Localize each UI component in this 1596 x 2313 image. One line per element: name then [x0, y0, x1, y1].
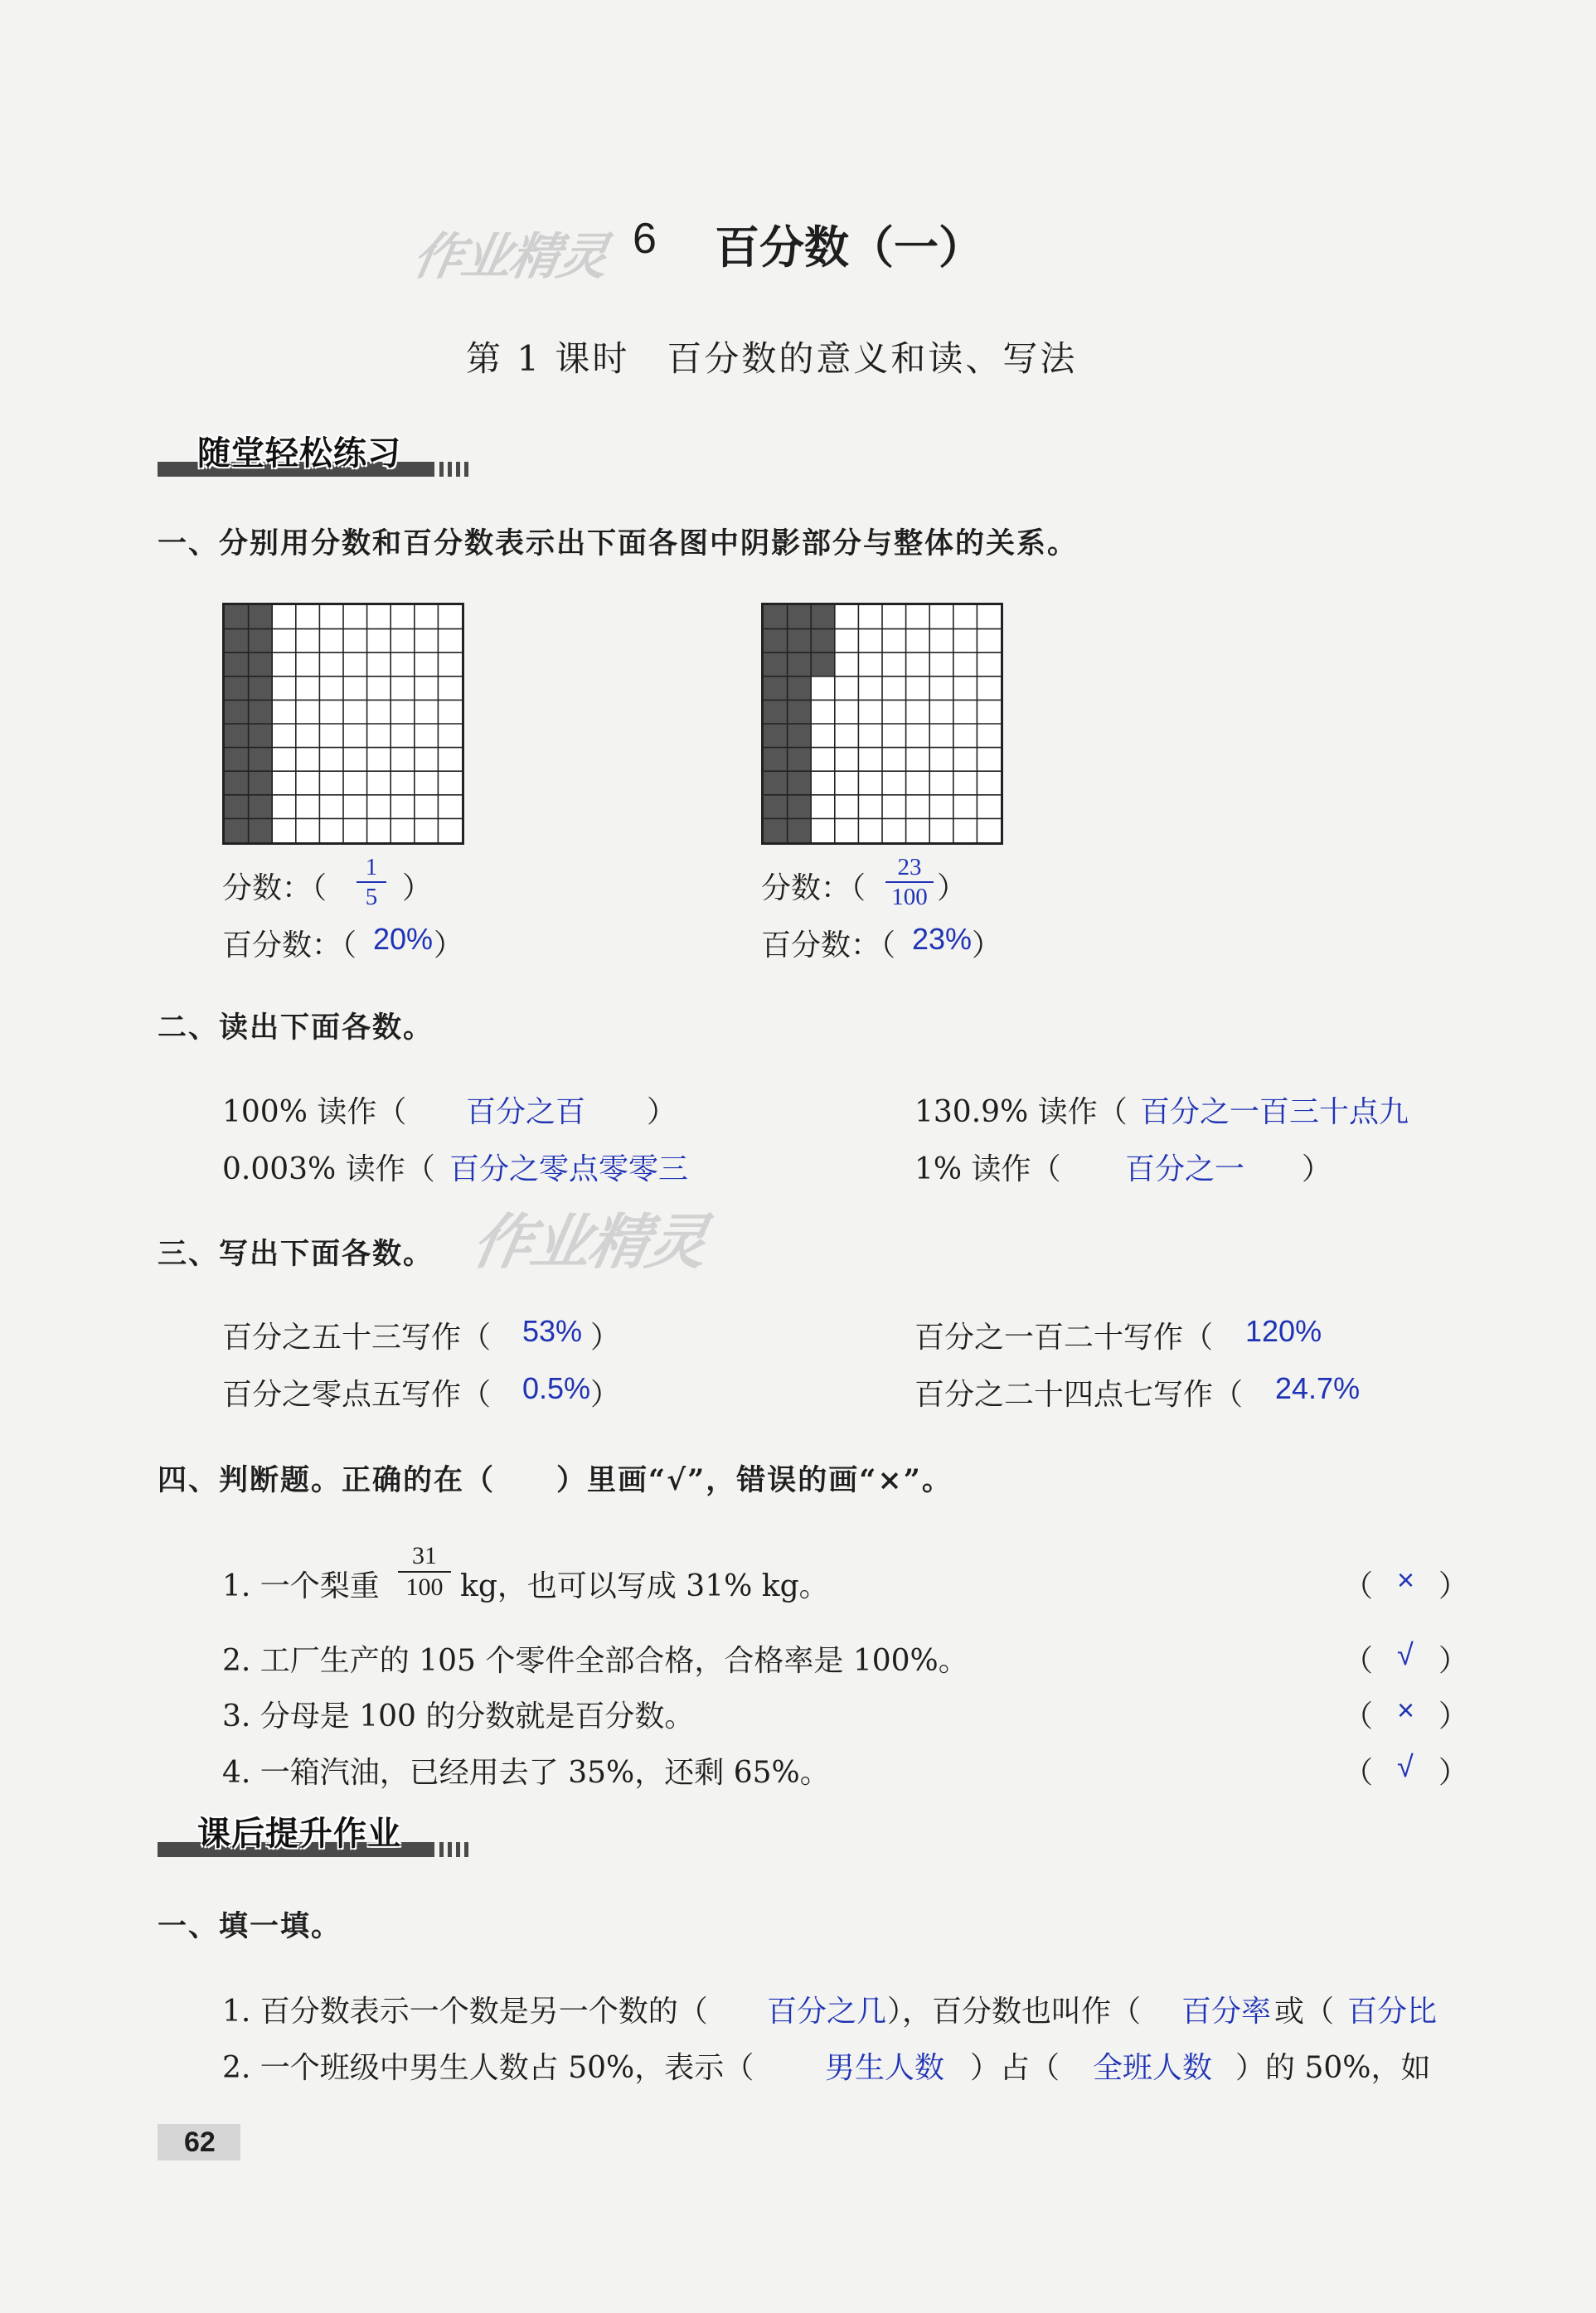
- banner-homework: [158, 1807, 473, 1864]
- judge-1-open: （: [1343, 1569, 1374, 1603]
- banner2-label: 课后提升作业: [197, 1815, 401, 1853]
- fraction-label-1: 分数：（: [222, 871, 327, 905]
- fill-1-mid2: 或（: [1274, 1995, 1335, 2029]
- read-prompt-2: 130.9% 读作（: [914, 1095, 1128, 1129]
- fill-1-prefix: 1. 百分数表示一个数是另一个数的（: [222, 1995, 708, 2029]
- header-watermark: 作业精灵: [408, 228, 612, 286]
- judge-1-mark: ×: [1397, 1563, 1415, 1597]
- write-answer-2: 120%: [1245, 1314, 1322, 1348]
- shaded-cell: [249, 795, 273, 819]
- banner-stripes: [439, 462, 473, 477]
- shaded-cell: [249, 771, 273, 795]
- percent-answer-2: 23%: [912, 922, 973, 956]
- grid-1-svg: [225, 605, 462, 842]
- fraction-1-numerator: 1: [365, 854, 378, 880]
- shaded-cell: [249, 605, 273, 629]
- shaded-cell: [788, 795, 812, 819]
- fraction-1-bar: [357, 881, 386, 883]
- write-close-3: ）: [590, 1378, 621, 1412]
- judge-3-open: （: [1343, 1700, 1374, 1734]
- chapter-number: 6: [633, 215, 657, 263]
- fraction-close-2: ）: [937, 871, 968, 905]
- read-prompt-1: 100% 读作（: [222, 1095, 407, 1129]
- hundred-grid-2: [761, 603, 1003, 845]
- percent-label-2: 百分数：（: [761, 929, 896, 963]
- shaded-cell: [225, 629, 249, 653]
- section1-title: 一、分别用分数和百分数表示出下面各图中阴影部分与整体的关系。: [158, 526, 1079, 560]
- shaded-cell: [225, 605, 249, 629]
- read-close-4: ）: [1302, 1152, 1332, 1186]
- lesson-title: 第 1 课时 百分数的意义和读、写法: [466, 338, 1078, 379]
- shaded-cell: [764, 724, 788, 748]
- banner-practice: [158, 427, 473, 483]
- shaded-cell: [225, 748, 249, 772]
- read-answer-2: 百分之一百三十点九: [1140, 1094, 1409, 1128]
- section2-title: 二、读出下面各数。: [158, 1011, 434, 1045]
- banner-label: 随堂轻松练习: [197, 434, 401, 473]
- shaded-cell: [811, 652, 835, 676]
- judge-1-bar: [398, 1571, 451, 1573]
- write-prompt-3: 百分之零点五写作（: [222, 1378, 492, 1412]
- fill-1-answer-2: 百分率: [1181, 1994, 1272, 2028]
- shaded-cell: [788, 818, 812, 842]
- write-prompt-2: 百分之一百二十写作（: [914, 1321, 1214, 1355]
- shaded-cell: [788, 724, 812, 748]
- shaded-cell: [225, 724, 249, 748]
- fill-2-mid: ）占（: [970, 2051, 1060, 2085]
- grid-2-svg: [764, 605, 1001, 842]
- fraction-close-1: ）: [402, 871, 433, 905]
- fill-1-mid: ），百分数也叫作（: [887, 1995, 1142, 2029]
- read-prompt-4: 1% 读作（: [914, 1152, 1061, 1186]
- shaded-cell: [764, 748, 788, 772]
- shaded-cell: [788, 629, 812, 653]
- shaded-cell: [764, 652, 788, 676]
- judge-1-fraction: [398, 1542, 451, 1602]
- judge-2-mark: √: [1397, 1637, 1414, 1671]
- judge-1-close: ）: [1438, 1569, 1469, 1603]
- shaded-cell: [788, 700, 812, 724]
- fraction-answer-2: [885, 854, 934, 910]
- judge-3-text: 3. 分母是 100 的分数就是百分数。: [222, 1700, 695, 1734]
- fill-1-answer-1: 百分之几: [767, 1994, 887, 2028]
- shaded-cell: [225, 795, 249, 819]
- judge-4-open: （: [1343, 1756, 1374, 1790]
- judge-1-prefix: 1. 一个梨重: [222, 1569, 380, 1603]
- shaded-cell: [225, 771, 249, 795]
- read-answer-4: 百分之一: [1125, 1152, 1245, 1186]
- shaded-cell: [788, 676, 812, 701]
- judge-2-text: 2. 工厂生产的 105 个零件全部合格，合格率是 100%。: [222, 1644, 968, 1678]
- shaded-cell: [249, 700, 273, 724]
- fill-1-answer-3: 百分比: [1347, 1994, 1438, 2028]
- shaded-cell: [788, 605, 812, 629]
- section5-title: 一、填一填。: [158, 1909, 342, 1943]
- percent-label-1: 百分数：（: [222, 929, 357, 963]
- judge-4-mark: √: [1397, 1749, 1414, 1783]
- fraction-1-denominator: 5: [365, 884, 378, 910]
- judge-4-close: ）: [1438, 1756, 1469, 1790]
- judge-1-suffix: kg，也可以写成 31% kg。: [460, 1569, 829, 1603]
- fill-2-prefix: 2. 一个班级中男生人数占 50%，表示（: [222, 2051, 754, 2085]
- shaded-cell: [788, 771, 812, 795]
- shaded-cell: [764, 605, 788, 629]
- chapter-title: 百分数（一）: [715, 221, 983, 274]
- percent-answer-1: 20%: [373, 922, 434, 956]
- shaded-cell: [225, 676, 249, 701]
- percent-close-2: ）: [972, 929, 1002, 963]
- shaded-cell: [764, 795, 788, 819]
- write-answer-4: 24.7%: [1275, 1371, 1361, 1405]
- judge-2-open: （: [1343, 1644, 1374, 1678]
- fill-2-answer-2: 全班人数: [1093, 2050, 1213, 2084]
- shaded-cell: [225, 652, 249, 676]
- section3-title: 三、写出下面各数。: [158, 1237, 434, 1271]
- judge-1-denominator: 100: [405, 1574, 444, 1601]
- fill-2-suffix: ）的 50%，如: [1235, 2051, 1431, 2085]
- shaded-cell: [764, 771, 788, 795]
- shaded-cell: [811, 629, 835, 653]
- judge-3-close: ）: [1438, 1700, 1469, 1734]
- shaded-cell: [249, 652, 273, 676]
- shaded-cell: [249, 748, 273, 772]
- fraction-2-denominator: 100: [891, 884, 928, 910]
- section4-title: 四、判断题。正确的在（ ）里画“√”，错误的画“×”。: [158, 1463, 953, 1497]
- fraction-2-numerator: 23: [897, 854, 922, 880]
- shaded-cell: [811, 605, 835, 629]
- hundred-grid-1: [222, 603, 464, 845]
- shaded-cell: [764, 818, 788, 842]
- shaded-cell: [764, 629, 788, 653]
- percent-close-1: ）: [434, 929, 464, 963]
- judge-2-close: ）: [1438, 1644, 1469, 1678]
- write-answer-1: 53%: [522, 1314, 583, 1348]
- judge-4-text: 4. 一箱汽油，已经用去了 35%，还剩 65%。: [222, 1756, 830, 1790]
- shaded-cell: [788, 748, 812, 772]
- write-prompt-1: 百分之五十三写作（: [222, 1321, 492, 1355]
- write-answer-3: 0.5%: [522, 1371, 591, 1405]
- fraction-label-2: 分数：（: [761, 871, 866, 905]
- shaded-cell: [249, 676, 273, 701]
- judge-3-mark: ×: [1397, 1693, 1415, 1727]
- shaded-cell: [249, 818, 273, 842]
- fraction-answer-1: [357, 854, 386, 910]
- shaded-cell: [225, 818, 249, 842]
- judge-1-numerator: 31: [412, 1542, 437, 1569]
- fraction-2-bar: [885, 881, 934, 883]
- shaded-cell: [764, 676, 788, 701]
- read-answer-1: 百分之百: [466, 1094, 586, 1128]
- read-prompt-3: 0.003% 读作（: [222, 1152, 435, 1186]
- page-number: 62: [158, 2124, 240, 2160]
- read-answer-3: 百分之零点零零三: [449, 1152, 689, 1186]
- write-close-1: ）: [590, 1321, 621, 1355]
- mid-watermark: 作业精灵: [467, 1207, 712, 1277]
- write-prompt-4: 百分之二十四点七写作（: [914, 1378, 1244, 1412]
- shaded-cell: [764, 700, 788, 724]
- shaded-cell: [225, 700, 249, 724]
- shaded-cell: [788, 652, 812, 676]
- shaded-cell: [249, 724, 273, 748]
- banner2-stripes: [439, 1842, 473, 1857]
- fill-2-answer-1: 男生人数: [825, 2050, 945, 2084]
- shaded-cell: [249, 629, 273, 653]
- read-close-1: ）: [647, 1095, 677, 1129]
